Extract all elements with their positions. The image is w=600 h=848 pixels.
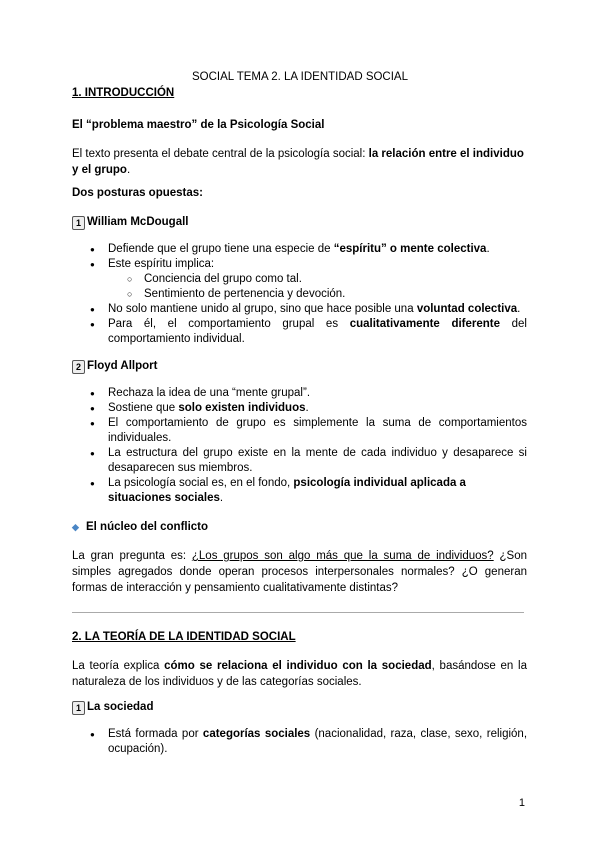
- list-item: ● Rechaza la idea de una “mente grupal”.: [72, 386, 527, 401]
- society-list: [72, 727, 527, 757]
- list-item: ● Para él, el comportamiento grupal es cualitativamente diferente del comportamiento individual.: [72, 317, 527, 347]
- allport-list: [72, 386, 527, 506]
- page-number: 1: [518, 797, 525, 809]
- section2-intro: La teoría explica cómo se relaciona el individuo con la sociedad, basándose en la naturaleza de los individuos y de las categorías sociales.: [72, 660, 527, 688]
- sub-list-item: ○ Conciencia del grupo como tal.: [72, 272, 527, 287]
- section2-heading: 2. LA TEORÍA DE LA IDENTIDAD SOCIAL: [72, 631, 296, 643]
- list-item: ● Este espíritu implica:: [72, 257, 527, 272]
- list-item: ● Está formada por categorías sociales (nacionalidad, raza, clase, sexo, religión, ocupación).: [72, 727, 527, 757]
- section1-heading: 1. INTRODUCCIÓN: [72, 87, 175, 99]
- section1-subheading: El “problema maestro” de la Psicología Social: [72, 119, 325, 131]
- document-title: SOCIAL TEMA 2. LA IDENTIDAD SOCIAL: [191, 71, 408, 83]
- allport-heading: 2 Floyd Allport: [72, 360, 527, 374]
- list-item: ● La psicología social es, en el fondo, psicología individual aplicada a situaciones sociales.: [72, 476, 527, 506]
- conflict-text: La gran pregunta es: ¿Los grupos son algo más que la suma de individuos? ¿Son simples agregados donde operan procesos interpersonales normales? ¿O generan formas de interacción y pensamiento cualitativamente distintas?: [72, 550, 527, 594]
- list-item: ● Sostiene que solo existen individuos.: [72, 401, 527, 416]
- number-one-icon: 1: [72, 701, 85, 715]
- number-two-icon: 2: [72, 360, 85, 374]
- list-item: ● La estructura del grupo existe en la mente de cada individuo y desaparece si desaparecen sus miembros.: [72, 446, 527, 476]
- list-item: ● El comportamiento de grupo es simplemente la suma de comportamientos individuales.: [72, 416, 527, 446]
- conflict-heading: ◆ El núcleo del conflicto: [72, 521, 209, 533]
- mcdougall-heading: 1 William McDougall: [72, 216, 527, 230]
- diamond-icon: ◆: [72, 522, 79, 532]
- section1-intro: El texto presenta el debate central de la psicología social: la relación entre el individuo y el grupo.: [72, 148, 524, 176]
- mcdougall-list: [72, 242, 527, 347]
- list-item: ● Defiende que el grupo tiene una especie de “espíritu” o mente colectiva.: [72, 242, 527, 257]
- horizontal-divider: [72, 612, 524, 613]
- number-one-icon: 1: [72, 216, 85, 230]
- postures-heading: Dos posturas opuestas:: [72, 187, 203, 199]
- list-item: ● No solo mantiene unido al grupo, sino que hace posible una voluntad colectiva.: [72, 302, 527, 317]
- society-heading: 1 La sociedad: [72, 701, 527, 715]
- sub-list-item: ○ Sentimiento de pertenencia y devoción.: [72, 287, 527, 302]
